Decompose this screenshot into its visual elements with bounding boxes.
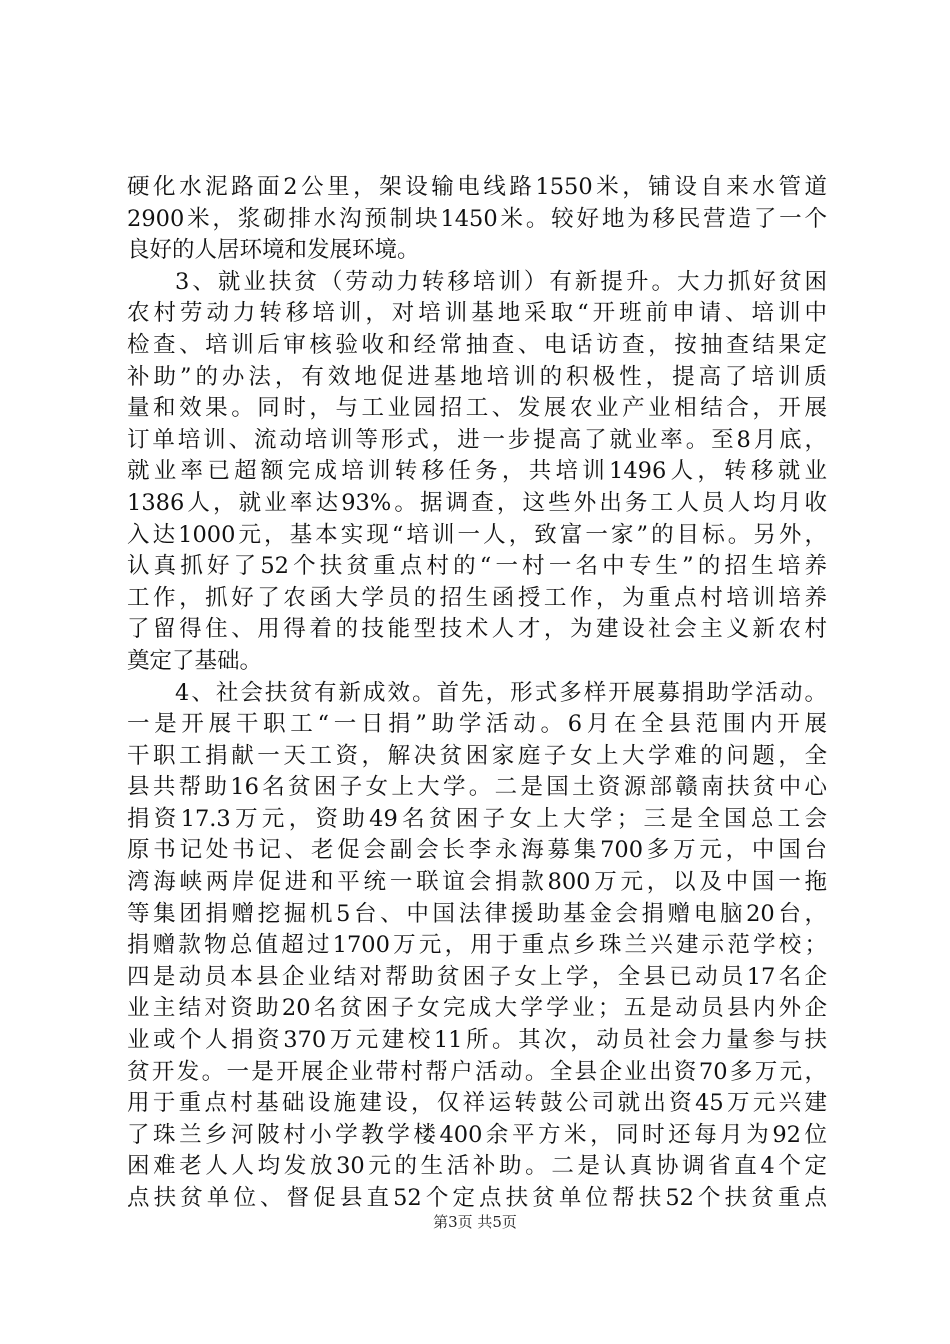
body-line: 一是开展干职工“一日捐”助学活动。6月在全县范围内开展 <box>127 711 827 738</box>
body-line: 困难老人人均发放30元的生活补助。二是认真协调省直4个定 <box>127 1153 827 1180</box>
body-line: 补助”的办法，有效地促进基地培训的积极性，提高了培训质 <box>127 363 827 390</box>
body-line: 量和效果。同时，与工业园招工、发展农业产业相结合，开展 <box>127 395 827 422</box>
body-line: 原书记处书记、老促会副会长李永海募集700多万元，中国台 <box>127 837 827 864</box>
body-line: 良好的人居环境和发展环境。 <box>127 237 420 264</box>
body-line: 农村劳动力转移培训，对培训基地采取“开班前申请、培训中 <box>127 300 827 327</box>
body-line: 等集团捐赠挖掘机5台、中国法律援助基金会捐赠电脑20台， <box>127 900 827 927</box>
body-line: 干职工捐献一天工资，解决贫困家庭子女上大学难的问题，全 <box>127 742 827 769</box>
body-line: 入达1000元，基本实现“培训一人，致富一家”的目标。另外， <box>127 521 827 548</box>
page-body <box>127 172 827 1215</box>
body-line: 4、社会扶贫有新成效。首先，形式多样开展募捐助学活动。 <box>175 679 827 706</box>
body-line: 县共帮助16名贫困子女上大学。二是国土资源部赣南扶贫中心 <box>127 774 827 801</box>
body-line: 用于重点村基础设施建设，仅祥运转鼓公司就出资45万元兴建 <box>127 1090 827 1117</box>
body-line: 捐资17.3万元，资助49名贫困子女上大学；三是全国总工会 <box>127 805 827 832</box>
body-line: 业主结对资助20名贫困子女完成大学学业；五是动员县内外企 <box>127 995 827 1022</box>
body-line: 了留得住、用得着的技能型技术人才，为建设社会主义新农村 <box>127 616 827 643</box>
body-line: 1386人，就业率达93%。据调查，这些外出务工人员人均月收 <box>127 489 827 516</box>
body-line: 业或个人捐资370万元建校11所。其次，动员社会力量参与扶 <box>127 1027 827 1054</box>
body-line: 捐赠款物总值超过1700万元，用于重点乡珠兰兴建示范学校； <box>127 932 827 959</box>
body-line: 检查、培训后审核验收和经常抽查、电话访查，按抽查结果定 <box>127 331 827 358</box>
body-line: 认真抓好了52个扶贫重点村的“一村一名中专生”的招生培养 <box>127 553 827 580</box>
body-line: 四是动员本县企业结对帮助贫困子女上学，全县已动员17名企 <box>127 963 827 990</box>
body-line: 奠定了基础。 <box>127 647 263 674</box>
body-line: 点扶贫单位、督促县直52个定点扶贫单位帮扶52个扶贫重点 <box>127 1185 827 1211</box>
body-line: 3、就业扶贫（劳动力转移培训）有新提升。大力抓好贫困 <box>175 268 827 295</box>
page-number-footer: 第3页 共5页 <box>433 1213 517 1231</box>
body-line: 工作，抓好了农函大学员的招生函授工作，为重点村培训培养 <box>127 584 827 611</box>
body-line: 就业率已超额完成培训转移任务，共培训1496人，转移就业 <box>127 458 827 485</box>
body-line: 订单培训、流动培训等形式，进一步提高了就业率。至8月底， <box>127 426 827 453</box>
body-line: 贫开发。一是开展企业带村帮户活动。全县企业出资70多万元， <box>127 1058 827 1085</box>
body-line: 2900米，浆砌排水沟预制块1450米。较好地为移民营造了一个 <box>127 205 827 232</box>
body-line: 湾海峡两岸促进和平统一联谊会捐款800万元，以及中国一拖 <box>127 869 827 896</box>
body-line: 了珠兰乡河陂村小学教学楼400余平方米，同时还每月为92位 <box>127 1121 827 1148</box>
body-line: 硬化水泥路面2公里，架设输电线路1550米，铺设自来水管道 <box>127 174 827 200</box>
